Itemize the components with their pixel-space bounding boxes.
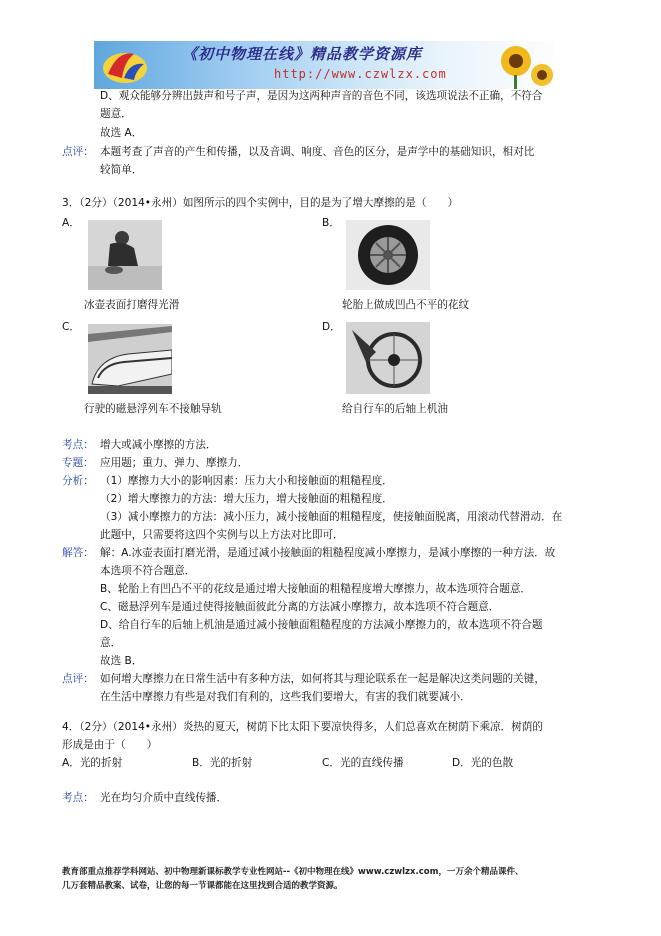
q3-image-maglev xyxy=(88,324,172,394)
sunflower-icon xyxy=(494,41,554,89)
q3-dianping-line: 在生活中摩擦力有些是对我们有利的，这些我们要增大，有害的我们就要减小． xyxy=(100,691,471,703)
banner-title: 《初中物理在线》精品教学资源库 xyxy=(182,45,423,63)
q3-jieda-line: 故选 B． xyxy=(100,655,143,667)
q3-option-a-caption: 冰壶表面打磨得光滑 xyxy=(84,299,180,311)
q3-image-curling xyxy=(88,220,162,290)
q3-dianping-label: 点评： xyxy=(62,673,94,685)
footer-line-2: 几万套精品教案、试卷，让您的每一节课都能在这里找到合适的教学资源。 xyxy=(62,881,343,891)
q3-kaodian-label: 考点： xyxy=(62,439,94,451)
q4-choice-a: A．光的折射 xyxy=(62,757,123,769)
q4-choice-b: B．光的折射 xyxy=(192,757,253,769)
q3-option-c-letter: C． xyxy=(62,321,80,333)
q3-zhuanti: 应用题；重力、弹力、摩擦力． xyxy=(100,457,249,469)
q3-kaodian: 增大或减小摩擦的方法． xyxy=(100,439,217,451)
q3-fenxi-line: （1）摩擦力大小的影响因素：压力大小和接触面的粗糙程度． xyxy=(100,475,393,487)
q3-fenxi-label: 分析： xyxy=(62,475,94,487)
q3-fenxi-line: （2）增大摩擦力的方法：增大压力，增大接触面的粗糙程度． xyxy=(100,493,393,505)
q4-stem-1: 4．（2分）（2014•永州）炎热的夏天，树荫下比太阳下要凉快得多，人们总喜欢在树荫下乘凉．树荫的 xyxy=(62,721,544,733)
q3-image-tire xyxy=(346,220,430,290)
q3-image-bicycle xyxy=(346,322,430,394)
prev-answer: 故选 A． xyxy=(100,127,143,139)
q3-stem: 3．（2分）（2014•永州）如图所示的四个实例中，目的是为了增大摩擦的是（ ） xyxy=(62,197,459,209)
curling-image-icon xyxy=(88,220,162,290)
q3-option-c-caption: 行驶的磁悬浮列车不接触导轨 xyxy=(84,403,222,415)
prev-comment-1: 本题考查了声音的产生和传播，以及音调、响度、音色的区分，是声学中的基础知识，相对比 xyxy=(100,146,535,158)
q4-kaodian: 光在均匀介质中直线传播． xyxy=(100,792,228,804)
q3-fenxi-line: 此题中，只需要将这四个实例与以上方法对比即可． xyxy=(100,529,344,541)
footer-line-1: 教育部重点推荐学科网站、初中物理新课标教学专业性网站--《初中物理在线》www.czwlzx.com，一万余个精品课件、 xyxy=(62,867,524,877)
q3-jieda-line: B、轮胎上有凹凸不平的花纹是通过增大接触面的粗糙程度增大摩擦力，故本选项符合题意． xyxy=(100,583,532,595)
prev-option-d: D、观众能够分辨出鼓声和号子声，是因为这两种声音的音色不同，该选项说法不正确，不符合 xyxy=(100,90,543,102)
q3-jieda-line: C、磁悬浮列车是通过使得接触面彼此分离的方法减小摩擦力，故本选项不符合题意． xyxy=(100,601,500,613)
prev-comment-label: 点评： xyxy=(62,146,94,158)
site-logo-icon xyxy=(100,44,150,86)
q3-fenxi-line: （3）减小摩擦力的方法：减小压力，减小接触面的粗糙程度，使接触面脱离，用滚动代替滑动．在 xyxy=(100,511,563,523)
prev-comment-2: 较简单． xyxy=(100,164,143,176)
q4-choice-d: D．光的色散 xyxy=(452,757,514,769)
banner-url[interactable]: http://www.czwlzx.com xyxy=(274,67,447,81)
q3-dianping-line: 如何增大摩擦力在日常生活中有多种方法，如何将其与理论联系在一起是解决这类问题的关键， xyxy=(100,673,545,685)
tire-image-icon xyxy=(346,220,430,290)
bicycle-oil-image-icon xyxy=(346,322,430,394)
q3-option-d-letter: D． xyxy=(322,321,341,333)
q3-jieda-line: 本选项不符合题意． xyxy=(100,565,196,577)
q3-option-b-caption: 轮胎上做成凹凸不平的花纹 xyxy=(342,299,470,311)
q3-jieda-line: D、给自行车的后轴上机油是通过减小接触面粗糙程度的方法减小摩擦力的，故本选项不符合题 xyxy=(100,619,543,631)
maglev-train-image-icon xyxy=(88,324,172,394)
prev-option-d-cont: 题意． xyxy=(100,108,132,120)
q4-choice-c: C．光的直线传播 xyxy=(322,757,404,769)
q3-jieda-label: 解答： xyxy=(62,547,94,559)
q3-option-b-letter: B． xyxy=(322,217,340,229)
q4-kaodian-label: 考点： xyxy=(62,792,94,804)
q3-jieda-line: 解：A.冰壶表面打磨光滑，是通过减小接触面的粗糙程度减小摩擦力，是减小摩擦的一种方法．故 xyxy=(100,547,556,559)
q3-option-a-letter: A． xyxy=(62,217,80,229)
q3-zhuanti-label: 专题： xyxy=(62,457,94,469)
q3-option-d-caption: 给自行车的后轴上机油 xyxy=(342,403,448,415)
q3-jieda-line: 意． xyxy=(100,637,122,649)
q4-stem-2: 形成是由于（ ） xyxy=(62,739,158,751)
header-banner xyxy=(94,41,554,89)
